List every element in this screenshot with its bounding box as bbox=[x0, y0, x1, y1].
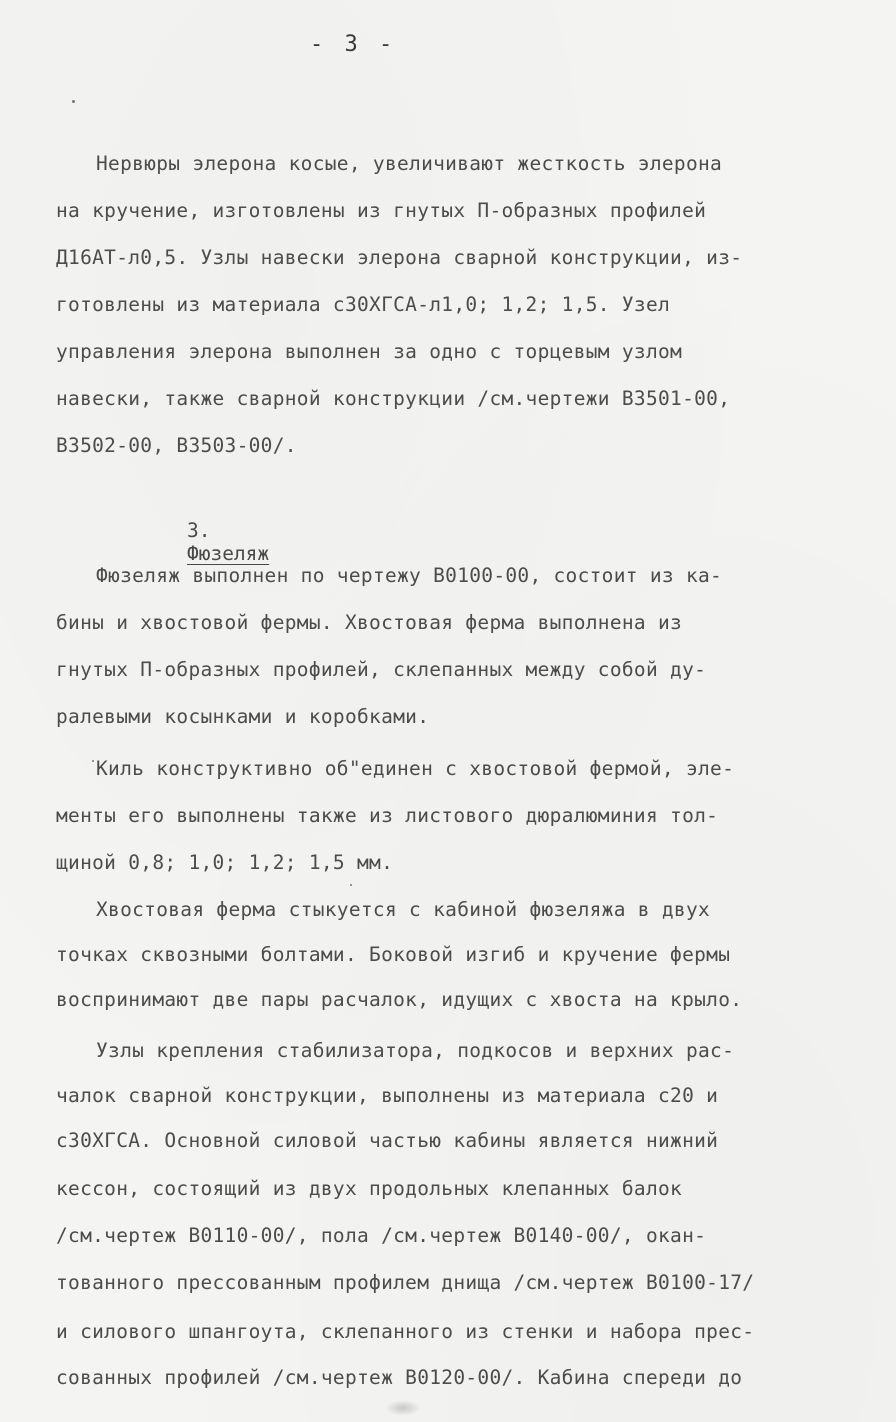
text-line: гнутых П-образных профилей, склепанных между собой ду- bbox=[56, 658, 707, 681]
text-line: Киль конструктивно об"единен с хвостовой фермой, эле- bbox=[96, 757, 735, 780]
text-line: и силового шпангоута, склепанного из стенки и набора прес- bbox=[56, 1320, 755, 1343]
text-line: на кручение, изготовлены из гнутых П-образных профилей bbox=[56, 199, 707, 222]
section-number: 3. bbox=[186, 519, 211, 542]
text-line: чалок сварной конструкции, выполнены из материала с20 и bbox=[56, 1084, 719, 1107]
text-line: щиной 0,8; 1,0; 1,2; 1,5 мм. bbox=[56, 851, 394, 874]
page-number: - 3 - bbox=[310, 32, 397, 57]
text-line: Хвостовая ферма стыкуется с кабиной фюзеляжа в двух bbox=[96, 898, 711, 921]
text-line: ралевыми косынками и коробками. bbox=[56, 705, 430, 728]
text-line: бины и хвостовой фермы. Хвостовая ферма выполнена из bbox=[56, 611, 683, 634]
text-line: Д16АТ-л0,5. Узлы навески элерона сварной конструкции, из- bbox=[56, 246, 743, 269]
text-line: Фюзеляж выполнен по чертежу В0100-00, состоит из ка- bbox=[96, 564, 723, 587]
paper-speck bbox=[350, 884, 352, 886]
text-line: сованных профилей /см.чертеж В0120-00/. Кабина спереди до bbox=[56, 1366, 743, 1389]
text-line: готовлены из материала с30ХГСА-л1,0; 1,2; 1,5. Узел bbox=[56, 293, 671, 316]
text-line: Узлы крепления стабилизатора, подкосов и верхних рас- bbox=[96, 1039, 735, 1062]
paper-smudge bbox=[385, 1400, 421, 1416]
text-line: навески, также сварной конструкции /см.чертежи В3501-00, bbox=[56, 387, 731, 410]
text-line: тованного прессованным профилем днища /см.чертеж В0100-17/ bbox=[56, 1271, 755, 1294]
text-line: точках сквозными болтами. Боковой изгиб и кручение фермы bbox=[56, 943, 731, 966]
text-line: управления элерона выполнен за одно с торцевым узлом bbox=[56, 340, 683, 363]
paper-speck bbox=[92, 760, 94, 762]
paper-speck bbox=[72, 100, 75, 103]
text-line: В3502-00, В3503-00/. bbox=[56, 434, 297, 457]
text-line: с30ХГСА. Основной силовой частью кабины является нижний bbox=[56, 1129, 719, 1152]
text-line: кессон, состоящий из двух продольных клепанных балок bbox=[56, 1177, 683, 1200]
text-line: менты его выполнены также из листового дюралюминия тол- bbox=[56, 804, 719, 827]
text-line: /см.чертеж В0110-00/, пола /см.чертеж В0140-00/, окан- bbox=[56, 1224, 707, 1247]
text-line: Нервюры элерона косые, увеличивают жесткость элерона bbox=[96, 152, 723, 175]
section-title: Фюзеляж bbox=[186, 542, 270, 565]
text-line: воспринимают две пары расчалок, идущих с хвоста на крыло. bbox=[56, 988, 743, 1011]
